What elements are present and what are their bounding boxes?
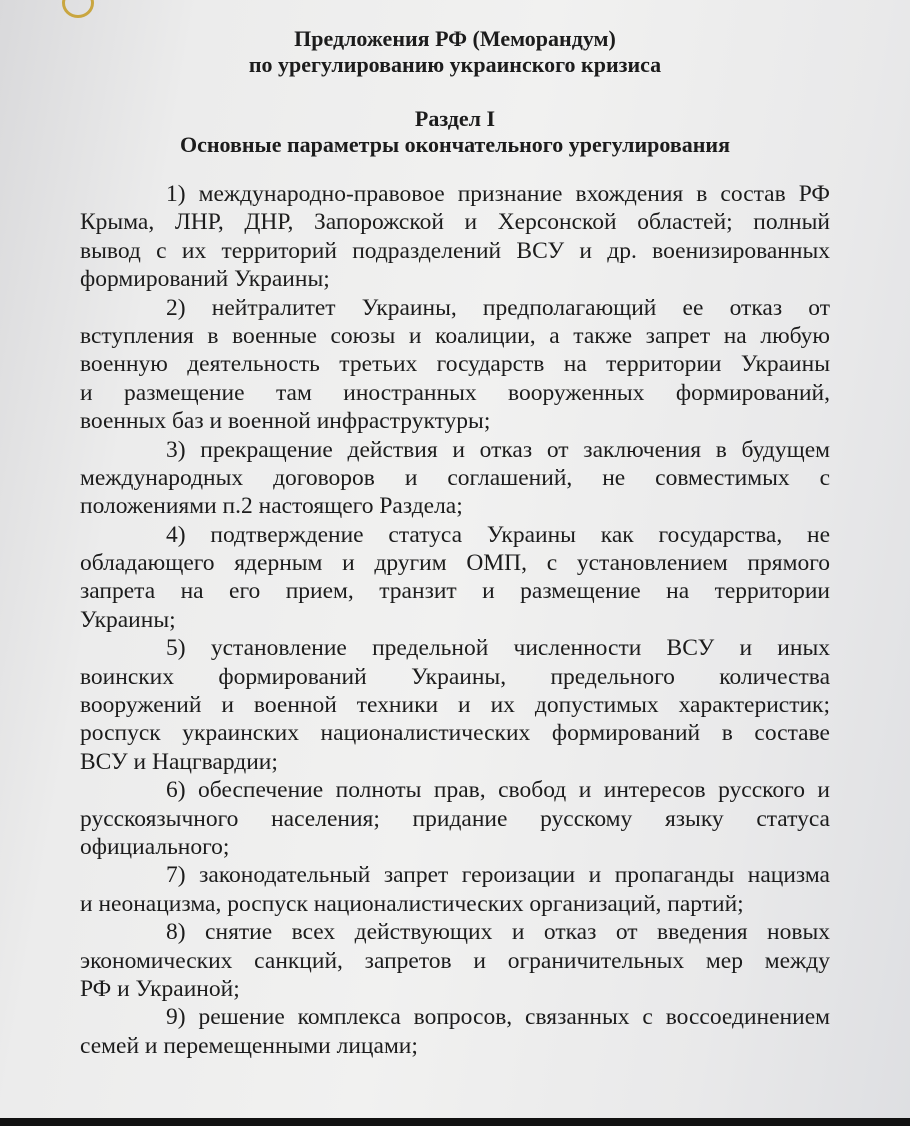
text-line: формирований Украины;: [80, 266, 330, 293]
text-line: официального;: [80, 833, 230, 860]
text-line: и размещение там иностранных вооруженных формирований,: [80, 379, 830, 406]
text-line: РФ и Украиной;: [80, 975, 240, 1002]
list-item: [80, 521, 830, 635]
bottom-border: [0, 1118, 910, 1126]
list-item: [80, 180, 830, 294]
text-line: роспуск украинских националистических формирований в составе: [80, 720, 830, 747]
list-item: [80, 436, 830, 521]
section-heading: Раздел I: [414, 106, 496, 131]
text-line: военных баз и военной инфраструктуры;: [80, 408, 491, 435]
text-line: Украины;: [80, 606, 176, 633]
list-item: [80, 634, 830, 776]
document-title: Предложения РФ (Меморандум): [294, 26, 616, 51]
list-item: [80, 776, 830, 861]
list-item: [80, 1003, 830, 1060]
text-line: Крыма, ЛНР, ДНР, Запорожской и Херсонской областей; полный: [80, 209, 830, 236]
text-line: военную деятельность третьих государств на территории Украины: [80, 351, 830, 378]
text-line: 1) международно-правовое признание вхождения в состав РФ: [166, 181, 830, 207]
text-line: 8) снятие всех действующих и отказ от введения новых: [166, 919, 830, 946]
text-line: 2) нейтралитет Украины, предполагающий ее отказ от: [166, 294, 830, 321]
document-body: [80, 180, 830, 1060]
text-line: запрета на его прием, транзит и размещение на территории: [80, 578, 830, 605]
section-title: Основные параметры окончательного урегулирования: [180, 132, 730, 157]
list-item: [80, 918, 830, 1003]
text-line: 6) обеспечение полноты прав, свобод и интересов русского и: [166, 777, 830, 804]
binder-ring: [62, 0, 94, 18]
text-line: международных договоров и соглашений, не совместимых с: [80, 464, 830, 491]
list-item: [80, 294, 830, 436]
text-line: 7) законодательный запрет героизации и пропаганды нацизма: [166, 862, 830, 889]
text-line: семей и перемещенными лицами;: [80, 1032, 418, 1059]
text-line: русскоязычного населения; придание русскому языку статуса: [80, 805, 830, 832]
text-line: 9) решение комплекса вопросов, связанных с воссоединением: [166, 1004, 830, 1031]
text-line: ВСУ и Нацгвардии;: [80, 748, 278, 775]
text-line: вступления в военные союзы и коалиции, а также запрет на любую: [80, 322, 830, 349]
document-subtitle: по урегулированию украинского кризиса: [248, 52, 662, 77]
text-line: вывод с их территорий подразделений ВСУ и др. военизированных: [80, 237, 830, 264]
text-line: 3) прекращение действия и отказ от заключения в будущем: [166, 436, 830, 463]
text-line: воинских формирований Украины, предельного количества: [80, 663, 830, 690]
text-line: 5) установление предельной численности ВСУ и иных: [166, 635, 830, 662]
text-line: 4) подтверждение статуса Украины как государства, не: [166, 521, 830, 548]
list-item: [80, 861, 830, 918]
text-line: и неонацизма, роспуск националистических организаций, партий;: [80, 890, 744, 917]
text-line: положениями п.2 настоящего Раздела;: [80, 493, 463, 520]
text-line: экономических санкций, запретов и ограничительных мер между: [80, 947, 830, 974]
text-line: обладающего ядерным и другим ОМП, с установлением прямого: [80, 550, 830, 577]
text-line: вооружений и военной техники и их допустимых характеристик;: [80, 692, 830, 719]
